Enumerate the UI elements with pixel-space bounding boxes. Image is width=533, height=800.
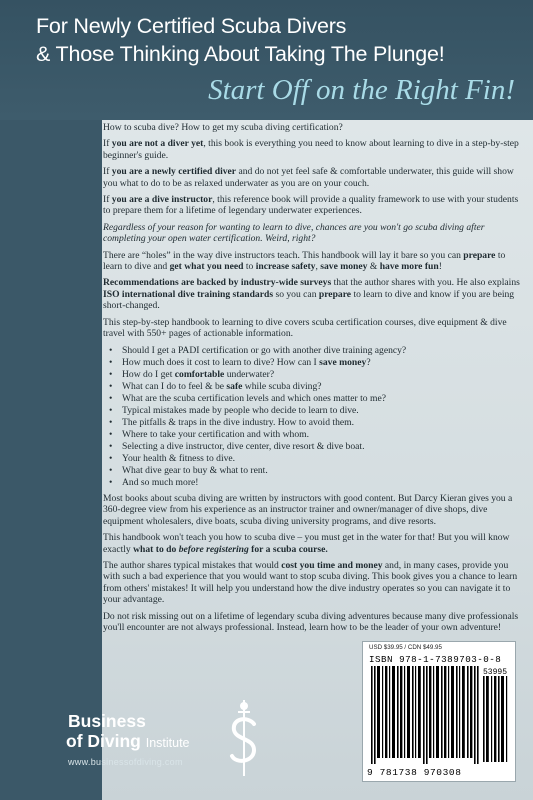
header-line-2: & Those Thinking About Taking The Plunge! [36,42,445,66]
list-item: • How do I get comfortable underwater? [109,369,523,380]
list-item: • Should I get a PADI certification or go with another dive training agency? [109,345,523,356]
barcode [367,666,513,766]
logo-text-of-diving: of Diving Institute [66,731,190,751]
list-item: • Typical mistakes made by people who decide to learn to dive. [109,405,523,416]
paragraph-recommendations: Recommendations are backed by industry-wide surveys that the author shares with you. He also explains ISO international dive training standards so you can prepare to learn to dive and know if you are being short-changed. [103,277,520,312]
list-item: • Your health & fitness to dive. [109,453,523,464]
list-item: • How much does it cost to learn to dive? How can I save money? [109,357,523,368]
barcode-number: 9 781738 970308 [367,767,462,778]
list-item: • What can I do to feel & be safe while scuba diving? [109,381,523,392]
intro-question: How to scuba dive? How to get my scuba diving certification? [103,122,343,133]
list-item: • Selecting a dive instructor, dive center, dive resort & dive boat. [109,441,523,452]
price-label: USD $39.95 / CDN $49.95 [369,644,442,651]
price-barcode-box [362,641,516,782]
paragraph-wont-teach: This handbook won't teach you how to scuba dive – you must get in the water for that! But you will know exactly what to do before registering for a scuba course. [103,532,510,555]
isbn-label: ISBN 978-1-7389703-0-8 [369,654,502,665]
list-item: • And so much more! [109,477,523,488]
header-line-1: For Newly Certified Scuba Divers [36,14,347,38]
list-item: • The pitfalls & traps in the dive industry. How to avoid them. [109,417,523,428]
logo-text-institute: Institute [145,736,190,750]
list-item: • What dive gear to buy & what to rent. [109,465,523,476]
topic-list [109,345,523,488]
paragraph-regardless: Regardless of your reason for wanting to learn to dive, chances are you won't go scuba diving after completing your open water certification. Weird, right? [103,221,485,245]
description-text [103,122,523,638]
paragraph-closing: Do not risk missing out on a lifetime of legendary scuba diving adventures because many dive professionals you'll encounter are not always professional. Instead, learn how to be the leader of your own adventure! [103,610,519,633]
addon-number: 53995 [483,668,508,677]
logo-text-business: Business [68,711,146,731]
paragraph-instructor: If you are a dive instructor, this reference book will provide a quality framework to use with your students to prepare them for a lifetime of legendary underwater experiences. [103,194,519,217]
paragraph-new-diver: If you are a newly certified diver and do not yet feel safe & comfortable underwater, this guide will show you what to do to be as relaxed underwater as you are on your couch. [103,166,514,189]
tagline: Start Off on the Right Fin! [208,74,515,106]
list-item: • What are the scuba certification levels and which ones matter to me? [109,393,523,404]
paragraph-not-diver: If you are not a diver yet, this book is everything you need to know about learning to dive in a step-by-step beginner's guide. [103,138,519,161]
paragraph-coverage: This step-by-step handbook to learning to dive covers scuba certification courses, dive equipment & dive travel with 550+ pages of actionable information. [103,316,507,340]
logo-url: www.businessofdiving.com [68,757,183,767]
paragraph-author: Most books about scuba diving are written by instructors with good content. But Darcy Kieran gives you a 360-degree view from his experience as an instructor trainer and owner/manager of dive shops, dive equipment wholesalers, dive boats, scuba diving university programs, and dive resorts. [103,492,513,527]
diver-dollar-icon [226,698,262,778]
paragraph-mistakes: The author shares typical mistakes that would cost you time and money and, in many cases, provide you with such a bad experience that you would want to stop scuba diving. This book gives you a chance to learn from others' mistakes! It will help you understand how the dive industry operates so you can navigate it to your advantage. [103,559,518,606]
list-item: • Where to take your certification and with whom. [109,429,523,440]
paragraph-holes: There are “holes” in the way dive instructors teach. This handbook will lay it bare so you can prepare to learn to dive and get what you need to increase safety, save money & have more fun! [103,249,506,273]
